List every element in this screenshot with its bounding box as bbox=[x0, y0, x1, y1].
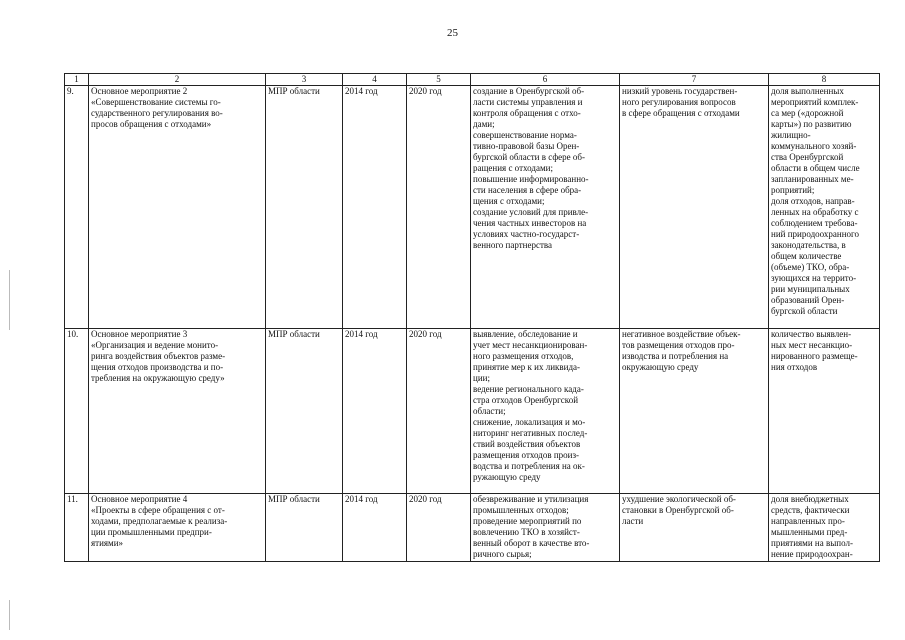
table-row bbox=[65, 86, 880, 329]
header-col-3: 3 bbox=[266, 74, 343, 86]
end-year-cell: 2020 год bbox=[407, 329, 471, 494]
row-number: 9. bbox=[65, 86, 89, 329]
indicators-cell: доля внебюджетных средств, фактически направленных про- мышленными пред- приятиями на выпол- нение природоохран- bbox=[769, 494, 880, 562]
consequences-cell: низкий уровень государствен- ного регулирования вопросов в сфере обращения с отходами bbox=[620, 86, 769, 329]
activity-cell: Основное мероприятие 3 «Организация и ведение монито- ринга воздействия объектов разме- щения отходов производства и по- требления на окружающую среду» bbox=[89, 329, 266, 494]
header-col-5: 5 bbox=[407, 74, 471, 86]
end-year-cell: 2020 год bbox=[407, 494, 471, 562]
start-year-cell: 2014 год bbox=[343, 329, 407, 494]
activity-cell: Основное мероприятие 4 «Проекты в сфере обращения с от- ходами, предполагаемые к реализа- ции промышленными предпри- ятиями» bbox=[89, 494, 266, 562]
consequences-cell: ухудшение экологической об- становки в Оренбургской об- ласти bbox=[620, 494, 769, 562]
header-row bbox=[65, 74, 880, 86]
header-col-4: 4 bbox=[343, 74, 407, 86]
result-cell: обезвреживание и утилизация промышленных отходов; проведение мероприятий по вовлечению ТКО в хозяйст- венный оборот в качестве вто- ричного сырья; bbox=[471, 494, 620, 562]
table-row bbox=[65, 494, 880, 562]
activities-table bbox=[64, 73, 880, 562]
result-cell: выявление, обследование и учет мест несанкционирован- ного размещения отходов, принятие мер к их ликвида- ции; ведение регионального када- стра отходов Оренбургской области; снижение, локализация и мо- ниторинг негативных послед- ствий воздействия объектов размещения отходов произ- водства и потребления на ок- ружающую среду bbox=[471, 329, 620, 494]
result-cell: создание в Оренбургской об- ласти системы управления и контроля обращения с отхо- дами; совершенствование норма- тивно-правовой базы Орен- бургской области в сфере об- ращения с отходами; повышение информированно- сти населения в сфере обра- щения с отходами; создание условий для привле- чения частных инвесторов на условиях частно-государст- венного партнерства bbox=[471, 86, 620, 329]
consequences-cell: негативное воздействие объек- тов размещения отходов про- изводства и потребления на окружающую среду bbox=[620, 329, 769, 494]
table-row bbox=[65, 329, 880, 494]
start-year-cell: 2014 год bbox=[343, 86, 407, 329]
row-number: 11. bbox=[65, 494, 89, 562]
end-year-cell: 2020 год bbox=[407, 86, 471, 329]
header-col-6: 6 bbox=[471, 74, 620, 86]
header-col-7: 7 bbox=[620, 74, 769, 86]
header-col-8: 8 bbox=[769, 74, 880, 86]
indicators-cell: количество выявлен- ных мест несанкцио- нированного размеще- ния отходов bbox=[769, 329, 880, 494]
row-number: 10. bbox=[65, 329, 89, 494]
executor-cell: МПР области bbox=[266, 329, 343, 494]
executor-cell: МПР области bbox=[266, 86, 343, 329]
header-col-2: 2 bbox=[89, 74, 266, 86]
header-col-1: 1 bbox=[65, 74, 89, 86]
scan-artifact bbox=[9, 600, 10, 630]
indicators-cell: доля выполненных мероприятий комплек- са мер («дорожной карты») по развитию жилищно- коммунального хозяй- ства Оренбургской области в общем числе запланированных ме- роприятий; доля отходов, направ- ленных на обработку с соблюдением требова- ний природоохранного законодательства, в общем количестве (объеме) ТКО, обра- зующихся на террито- рии муниципальных образований Орен- бургской области bbox=[769, 86, 880, 329]
start-year-cell: 2014 год bbox=[343, 494, 407, 562]
page-number: 25 bbox=[447, 27, 458, 39]
activity-cell: Основное мероприятие 2 «Совершенствование системы го- сударственного регулирования во- просов обращения с отходами» bbox=[89, 86, 266, 329]
scan-artifact bbox=[9, 270, 10, 330]
executor-cell: МПР области bbox=[266, 494, 343, 562]
